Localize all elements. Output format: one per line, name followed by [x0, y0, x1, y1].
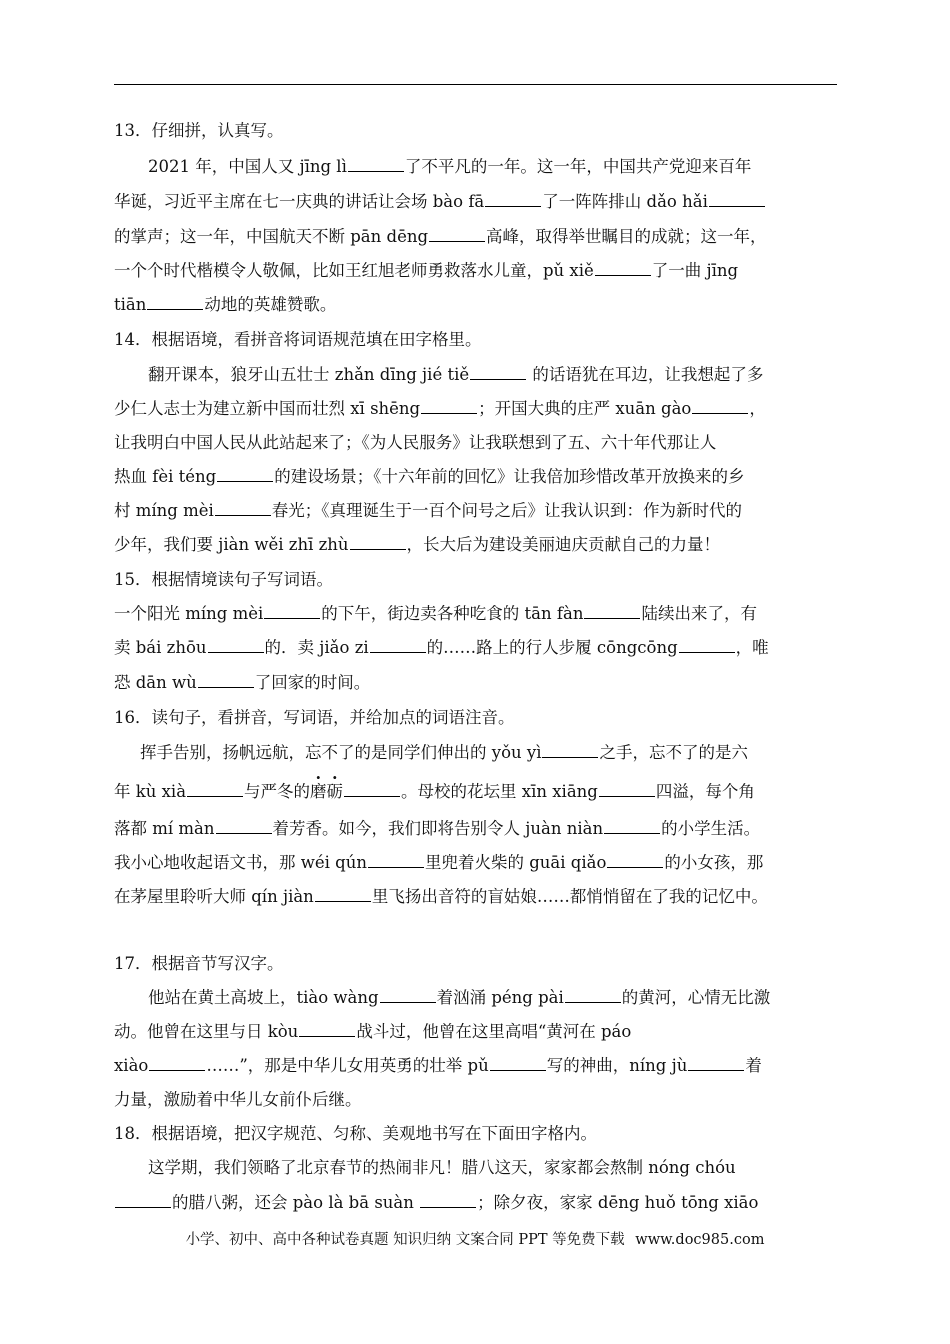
dotted-char: 砺 — [326, 782, 344, 801]
answer-blank[interactable] — [604, 819, 660, 834]
q16-line2: 年 kù xià 与严冬的磨砺 。母校的花坛里 xīn xiāng 四溢，每个角 — [114, 782, 755, 801]
answer-blank[interactable] — [370, 638, 426, 653]
answer-blank[interactable] — [595, 261, 651, 276]
answer-blank[interactable] — [490, 1056, 546, 1071]
q15-line1: 一个阳光 míng mèi 的下午，街边卖各种吃食的 tān fàn 陆续出来了，有 — [114, 604, 757, 623]
q13-line5: tiān 动地的英雄赞歌。 — [114, 295, 337, 314]
answer-blank[interactable] — [350, 535, 406, 550]
q18-line1: 这学期，我们领略了北京春节的热闹非凡！腊八这天，家家都会熬制 nóng chóu — [148, 1158, 736, 1177]
q18-line2: 的腊八粥，还会 pào là bā suàn ；除夕夜，家家 dēng huǒ tōng xiāo — [114, 1193, 758, 1213]
q17-line3: xiào ……”，那是中华儿女用英勇的壮举 pǔ 写的神曲，níng jù 着 — [114, 1056, 762, 1075]
answer-blank[interactable] — [216, 819, 272, 834]
q16-line1: 挥手告别，扬帆远航，忘不了的是同学们伸出的 yǒu yì 之手，忘不了的是六 — [140, 743, 748, 762]
answer-blank[interactable] — [692, 399, 748, 414]
q17-line2: 动。他曾在这里与日 kòu 战斗过，他曾在这里高唱“黄河在 páo — [114, 1022, 632, 1041]
answer-blank[interactable] — [348, 157, 404, 172]
q15-heading: 15．根据情境读句子写词语。 — [114, 570, 333, 589]
q14-line1: 翻开课本，狼牙山五壮士 zhǎn dīng jié tiě 的话语犹在耳边，让我想起了多 — [148, 365, 764, 384]
footer-url[interactable]: www.doc985.com — [635, 1232, 765, 1248]
answer-blank[interactable] — [147, 295, 203, 310]
q14-heading: 14．根据语境，看拼音将词语规范填在田字格里。 — [114, 330, 482, 349]
q13-line3: 的掌声；这一年，中国航天不断 pān dēng 高峰，取得举世瞩目的成就；这一年， — [114, 227, 767, 246]
answer-blank[interactable] — [599, 782, 655, 797]
q13-line1: 2021 年，中国人又 jīng lì 了不平凡的一年。这一年，中国共产党迎来百年 — [148, 157, 752, 176]
footer-text: 小学、初中、高中各种试卷真题 知识归纳 文案合同 PPT 等免费下载 — [185, 1232, 625, 1248]
answer-blank[interactable] — [187, 782, 243, 797]
answer-blank[interactable] — [709, 192, 765, 207]
page-footer — [0, 1228, 950, 1249]
answer-blank[interactable] — [542, 743, 598, 758]
answer-blank[interactable] — [607, 853, 663, 868]
q17-line1: 他站在黄土高坡上，tiào wàng 着汹涌 péng pài 的黄河，心情无比激 — [148, 988, 771, 1007]
q17-heading: 17．根据音节写汉字。 — [114, 954, 284, 973]
q15-line3: 恐 dān wù 了回家的时间。 — [114, 673, 371, 692]
header-rule — [114, 84, 837, 85]
q14-line3: 让我明白中国人民从此站起来了；《为人民服务》让我联想到了五、六十年代那让人 — [114, 433, 717, 452]
q16-line3: 落都 mí màn 着芳香。如今，我们即将告别令人 juàn niàn 的小学生活。 — [114, 819, 761, 838]
dotted-char: 磨 — [310, 782, 327, 801]
answer-blank[interactable] — [420, 1193, 476, 1208]
q13-line2: 华诞，习近平主席在七一庆典的讲话让会场 bào fā 了一阵阵排山 dǎo hǎi — [114, 192, 766, 212]
q14-line4: 热血 fèi téng 的建设场景；《十六年前的回忆》让我倍加珍惜改革开放换来的乡 — [114, 467, 745, 486]
answer-blank[interactable] — [380, 988, 436, 1003]
q13-line4: 一个个时代楷模令人敬佩，比如王红旭老师勇救落水儿童，pǔ xiě 了一曲 jīng — [114, 261, 739, 280]
q15-line2: 卖 bái zhōu 的．卖 jiǎo zi 的……路上的行人步履 cōngcōng ，唯 — [114, 638, 769, 657]
answer-blank[interactable] — [584, 604, 640, 619]
answer-blank[interactable] — [299, 1022, 355, 1037]
q14-line2: 少仁人志士为建立新中国而壮烈 xī shēng ；开国大典的庄严 xuān gào ， — [114, 399, 766, 418]
answer-blank[interactable] — [198, 673, 254, 688]
answer-blank[interactable] — [688, 1056, 744, 1071]
q14-line5: 村 míng mèi 春光；《真理诞生于一百个问号之后》让我认识到：作为新时代的 — [114, 501, 743, 520]
q18-heading: 18．根据语境，把汉字规范、匀称、美观地书写在下面田字格内。 — [114, 1124, 597, 1143]
q13-heading: 13．仔细拼，认真写。 — [114, 121, 284, 140]
answer-blank[interactable] — [115, 1193, 171, 1208]
answer-blank[interactable] — [470, 365, 526, 380]
answer-blank[interactable] — [208, 638, 264, 653]
answer-blank[interactable] — [315, 887, 371, 902]
q16-line5: 在茅屋里聆听大师 qín jiàn 里飞扬出音符的盲姑娘……都悄悄留在了我的记忆中。 — [114, 887, 768, 906]
answer-blank[interactable] — [485, 192, 541, 207]
q16-line4: 我小心地收起语文书，那 wéi qún 里兜着火柴的 guāi qiǎo 的小女孩，那 — [114, 853, 764, 872]
answer-blank[interactable] — [149, 1056, 205, 1071]
answer-blank[interactable] — [344, 782, 400, 797]
answer-blank[interactable] — [679, 638, 735, 653]
answer-blank[interactable] — [429, 227, 485, 242]
answer-blank[interactable] — [565, 988, 621, 1003]
answer-blank[interactable] — [217, 467, 273, 482]
answer-blank[interactable] — [215, 501, 271, 516]
answer-blank[interactable] — [421, 399, 477, 414]
q17-line4: 力量，激励着中华儿女前仆后继。 — [114, 1090, 362, 1109]
q16-heading: 16．读句子，看拼音，写词语，并给加点的词语注音。 — [114, 708, 515, 727]
q14-line6: 少年，我们要 jiàn wěi zhī zhù ，长大后为建设美丽迪庆贡献自己的力量！ — [114, 535, 721, 554]
answer-blank[interactable] — [368, 853, 424, 868]
answer-blank[interactable] — [264, 604, 320, 619]
